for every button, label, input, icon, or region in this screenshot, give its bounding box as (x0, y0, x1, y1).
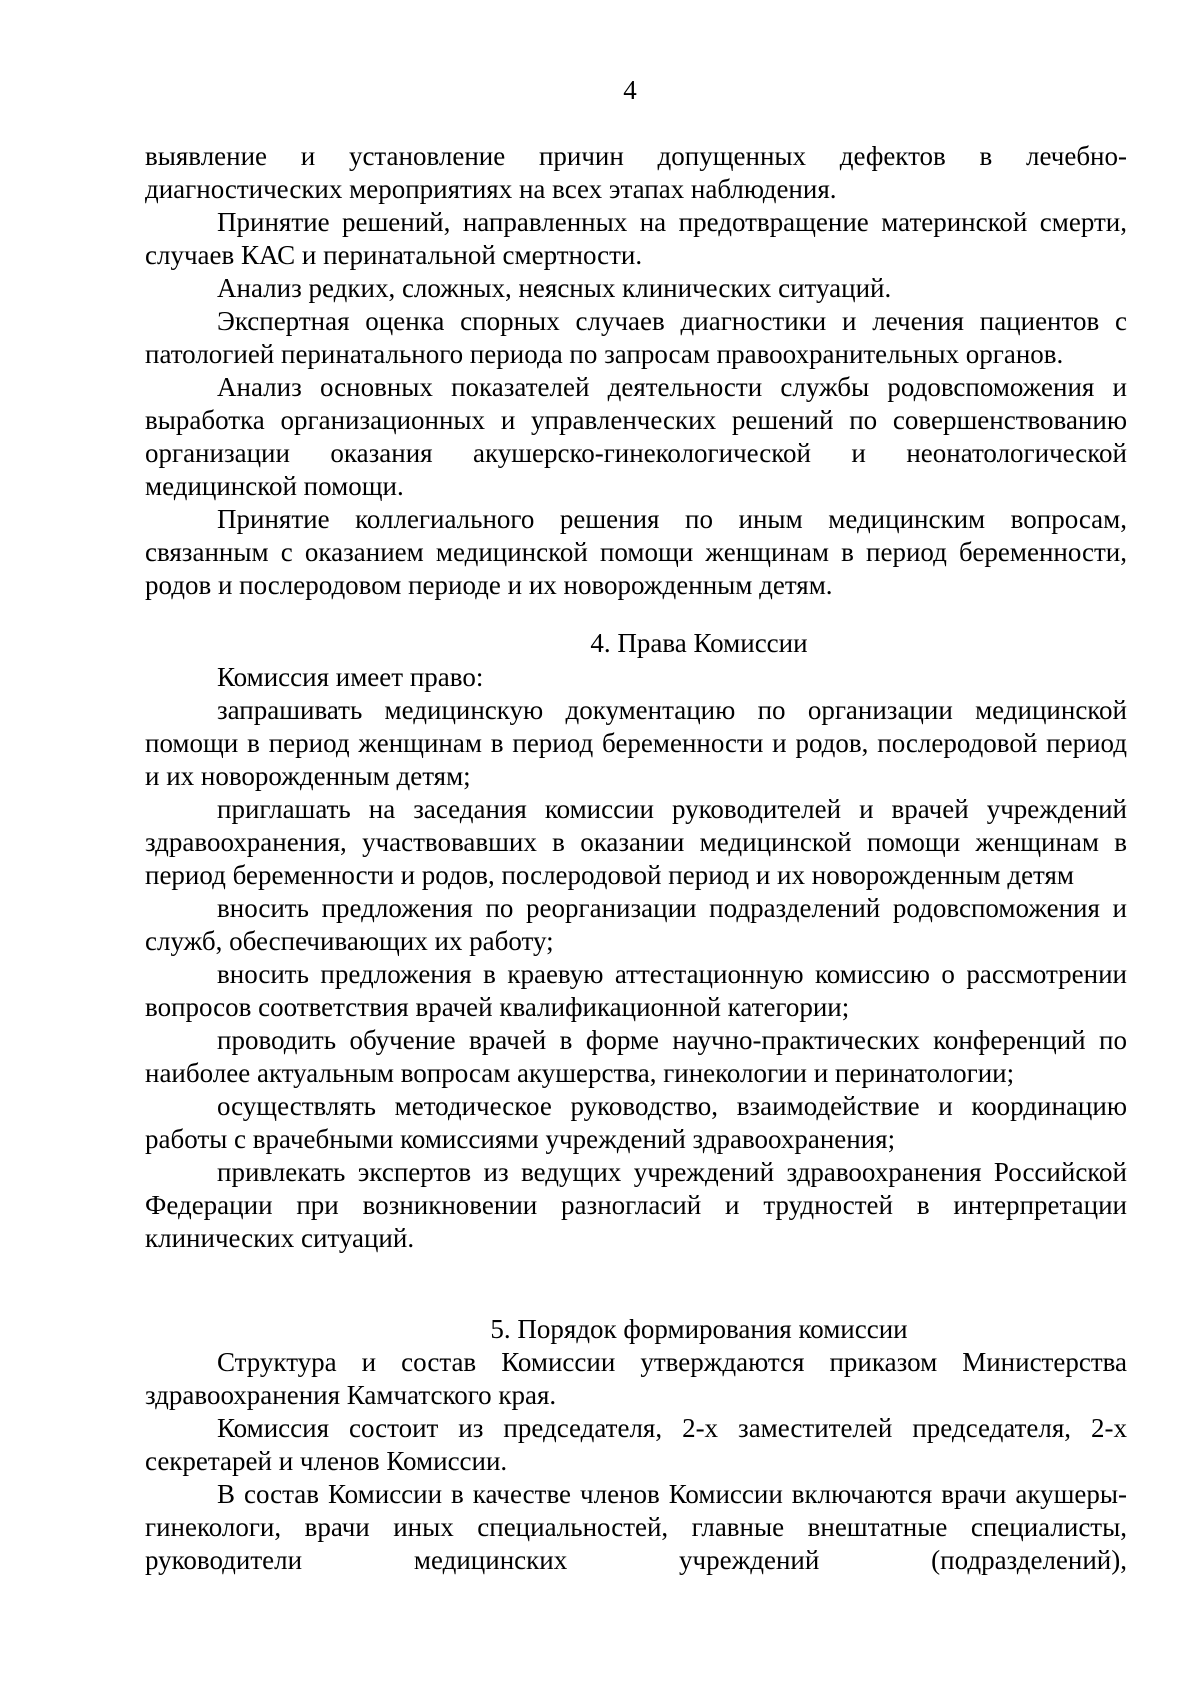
list-item: вносить предложения в краевую аттестационную комиссию о рассмотрении вопросов соответствия врачей квалификационной категории; (145, 959, 1127, 1022)
paragraph: В состав Комиссии в качестве членов Комиссии включаются врачи акушеры-гинекологи, врачи иных специальностей, главные внештатные специалисты, руководители медицинских учреждений (подразделений), (145, 1479, 1127, 1575)
paragraph: Экспертная оценка спорных случаев диагностики и лечения пациентов с патологией перинатального периода по запросам правоохранительных органов. (145, 306, 1127, 369)
paragraph: Комиссия имеет право: (217, 662, 484, 692)
section-heading: 5. Порядок формирования комиссии (490, 1314, 908, 1344)
page-number: 4 (623, 75, 637, 105)
paragraph: Структура и состав Комиссии утверждаются приказом Министерства здравоохранения Камчатского края. (145, 1347, 1127, 1410)
section-4-body (145, 661, 1127, 1255)
paragraph: Анализ основных показателей деятельности службы родовспоможения и выработка организационных и управленческих решений по совершенствованию организации оказания акушерско-гинекологической и неонатологической медицинской помощи. (145, 372, 1127, 501)
section-heading: 4. Права Комиссии (590, 628, 808, 658)
list-item: вносить предложения по реорганизации подразделений родовспоможения и служб, обеспечивающих их работу; (145, 893, 1127, 956)
list-item: запрашивать медицинскую документацию по организации медицинской помощи в период женщинам в период беременности и родов, послеродовой период и их новорожденным детям; (145, 695, 1127, 791)
paragraph: Принятие решений, направленных на предотвращение материнской смерти, случаев КАС и перинатальной смертности. (145, 207, 1127, 270)
section-4 (145, 627, 1127, 660)
list-item: осуществлять методическое руководство, взаимодействие и координацию работы с врачебными комиссиями учреждений здравоохранения; (145, 1091, 1127, 1154)
list-item: проводить обучение врачей в форме научно-практических конференций по наиболее актуальным вопросам акушерства, гинекологии и перинатологии; (145, 1025, 1127, 1088)
list-item: приглашать на заседания комиссии руководителей и врачей учреждений здравоохранения, участвовавших в оказании медицинской помощи женщинам в период беременности и родов, послеродовой период и их новорожденным детям (145, 794, 1127, 890)
paragraph: Комиссия состоит из председателя, 2-х заместителей председателя, 2-х секретарей и членов Комиссии. (145, 1413, 1127, 1476)
paragraph: выявление и установление причин допущенных дефектов в лечебно-диагностических мероприятиях на всех этапах наблюдения. (145, 141, 1127, 204)
continued-paragraphs (145, 140, 1127, 602)
paragraph: Анализ редких, сложных, неясных клинических ситуаций. (217, 273, 892, 303)
section-5-body (145, 1346, 1127, 1577)
paragraph: Принятие коллегиального решения по иным медицинским вопросам, связанным с оказанием медицинской помощи женщинам в период беременности, родов и послеродовом периоде и их новорожденным детям. (145, 504, 1127, 600)
list-item: привлекать экспертов из ведущих учреждений здравоохранения Российской Федерации при возникновении разногласий и трудностей в интерпретации клинических ситуаций. (145, 1157, 1127, 1253)
section-5 (145, 1313, 1127, 1346)
